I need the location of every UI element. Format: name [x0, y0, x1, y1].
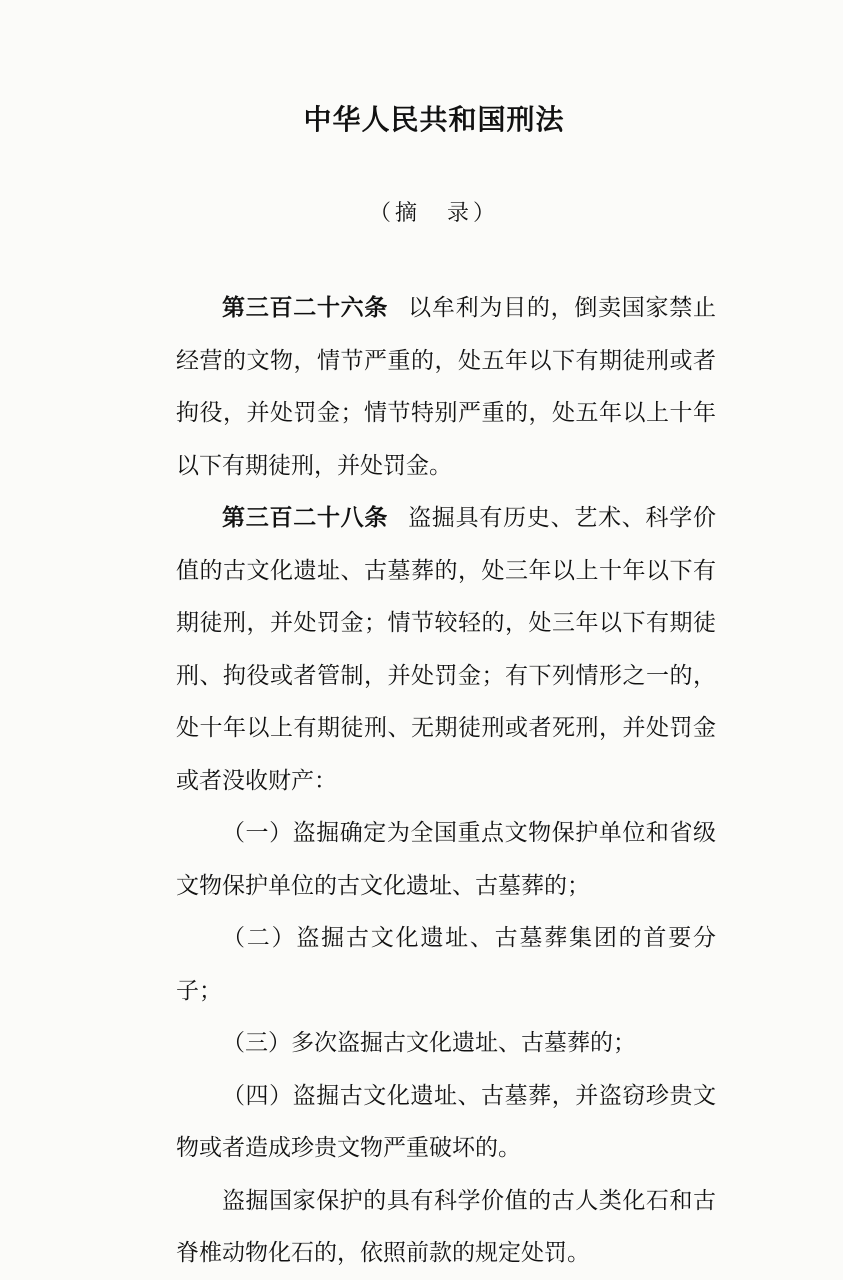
document-title: 中华人民共和国刑法 — [303, 103, 565, 136]
article-328-item-4: （四）盗掘古文化遗址、古墓葬，并盗窃珍贵文物或者造成珍贵文物严重破坏的。 — [176, 1082, 716, 1161]
article-328-text: 盗掘具有历史、艺术、科学价值的古文化遗址、古墓葬的，处三年以上十年以下有期徒刑，并处罚金；情节较轻的，处三年以下有期徒刑、拘役或者管制，并处罚金；有下列情形之一的，处十年以上有期徒刑、无期徒刑或者死刑，并处罚金或者没收财产： — [176, 505, 717, 794]
document-body — [176, 282, 716, 1280]
article-326-text: 以牟利为目的，倒卖国家禁止经营的文物，情节严重的，处五年以下有期徒刑或者拘役，并处罚金；情节特别严重的，处五年以上十年以下有期徒刑，并处罚金。 — [176, 295, 717, 479]
closing-paragraph: 盗掘国家保护的具有科学价值的古人类化石和古脊椎动物化石的，依照前款的规定处罚。 — [176, 1187, 716, 1266]
article-328-item-2: （二）盗掘古文化遗址、古墓葬集团的首要分子； — [176, 925, 716, 1004]
article-326 — [176, 282, 716, 492]
article-328 — [176, 492, 716, 807]
article-328-item-3: （三）多次盗掘古文化遗址、古墓葬的； — [222, 1030, 636, 1056]
article-328-number: 第三百二十八条 — [222, 504, 389, 531]
article-326-number: 第三百二十六条 — [222, 294, 389, 321]
article-328-item-1: （一）盗掘确定为全国重点文物保护单位和省级文物保护单位的古文化遗址、古墓葬的； — [176, 820, 716, 899]
document-subtitle: （摘 录） — [368, 201, 499, 226]
